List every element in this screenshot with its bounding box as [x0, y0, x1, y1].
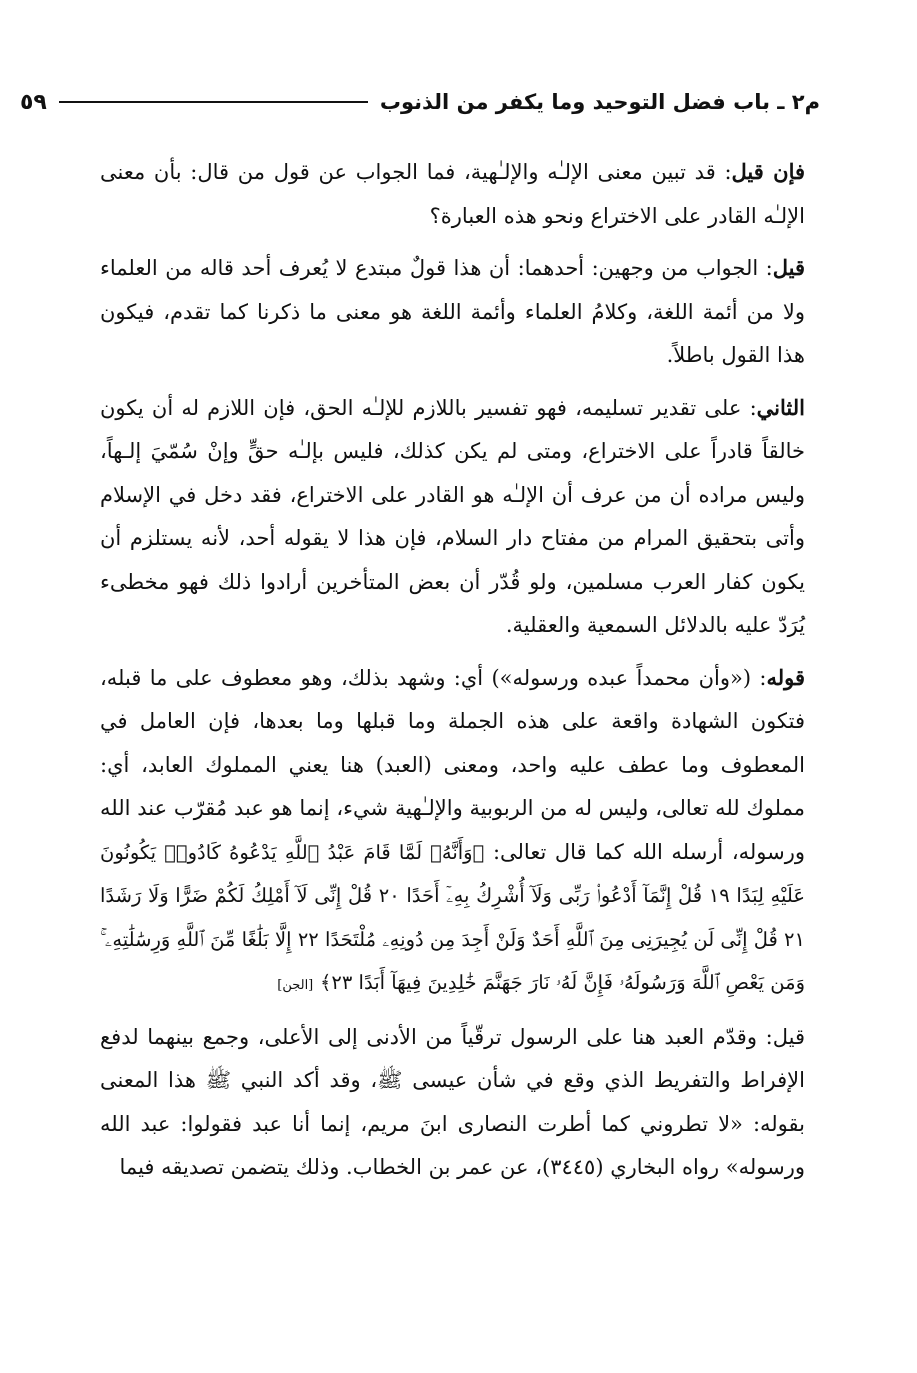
page-number: ٥٩ — [20, 89, 47, 115]
quran-quote: ﴿وَأَنَّهُۥ لَمَّا قَامَ عَبْدُ ٱللَّهِ يَدْعُوهُ كَادُوا۟ يَكُونُونَ عَلَيْهِ لِبَدًا ١٩ قُلْ إِنَّمَآ أَدْعُوا۟ رَبِّى وَلَآ أُشْرِكُ بِهِۦٓ أَحَدًا ٢٠ قُلْ إِنِّى لَآ أَمْلِكُ لَكُمْ ضَرًّا وَلَا رَشَدًا ٢١ قُلْ إِنِّى لَن يُجِيرَنِى مِنَ ٱللَّهِ أَحَدٌ وَلَنْ أَجِدَ مِن دُونِهِۦ مُلْتَحَدًا ٢٢ إِلَّا بَلَٰغًا مِّنَ ٱللَّهِ وَرِسَٰلَٰتِهِۦ ۚ وَمَن يَعْصِ ٱللَّهَ وَرَسُولَهُۥ فَإِنَّ لَهُۥ نَارَ جَهَنَّمَ خَٰلِدِينَ فِيهَآ أَبَدًا ٢٣﴾ — [100, 840, 805, 994]
paragraph-second — [100, 386, 805, 648]
paragraph-text: : قد تبين معنى الإلـٰه والإلـٰهية، فما الجواب عن قول من قال: بأن معنى الإلـٰه القادر على الاختراع ونحو هذه العبارة؟ — [100, 160, 805, 228]
paragraph-answer — [100, 246, 805, 378]
paragraph-text: : الجواب من وجهين: أحدهما: أن هذا قولٌ مبتدع لا يُعرف أحد قاله من العلماء ولا من أئمة اللغة، وكلامُ العلماء وأئمة اللغة هو معنى ما ذكرنا كما تقدم، فيكون هذا القول باطلاً. — [100, 256, 805, 367]
paragraph-it-was-said — [100, 1016, 805, 1190]
paragraph-lead: قيل — [772, 255, 805, 280]
paragraph-text: : («وأن محمداً عبده ورسوله») أي: وشهد بذلك، وهو معطوف على ما قبله، فتكون الشهادة واقعة على هذه الجملة وما قبلها وما بعدها، فإن العامل في المعطوف وما عطف عليه واحد، ومعنى (العبد) هنا يعني المملوك العابد، أي: مملوك لله تعالى، وليس له من الربوبية والإلـٰهية شيء، إنما هو عبد مُقرّب عند الله ورسوله، أرسله الله كما قال تعالى: — [100, 665, 805, 864]
surah-reference: [الجن] — [277, 978, 314, 993]
paragraph-text: : على تقدير تسليمه، فهو تفسير باللازم للإلـٰه الحق، فإن اللازم له أن يكون خالقاً قادراً على الاختراع، ومتى لم يكن كذلك، فليس بإلـٰه حقٍّ وإنْ سُمّيَ إلـهاً، وليس مراده أن من عرف أن الإلـٰه هو القادر على الاختراع، فقد دخل في الإسلام وأتى بتحقيق المرام من مفتاح دار السلام، فإن هذا لا يقوله أحد، لأنه يستلزم أن يكون كفار العرب مسلمين، ولو قُدّر أن بعض المتأخرين أرادوا ذلك فهو مخطىء يُرَدّ عليه بالدلائل السمعية والعقلية. — [100, 395, 805, 637]
paragraph-text: قيل: وقدّم العبد هنا على الرسول ترقّياً من الأدنى إلى الأعلى، وجمع بينهما لدفع الإفراط والتفريط الذي وقع في شأن عيسى ﷺ، وقد أكد النبي ﷺ هذا المعنى بقوله: «لا تطروني كما أطرت النصارى ابنَ مريم، إنما أنا عبد فقولوا: عبد الله ورسوله» رواه البخاري (٣٤٤٥)، عن عمر بن الخطاب. وذلك يتضمن تصديقه فيما — [100, 1024, 805, 1179]
chapter-title: م٢ ـ باب فضل التوحيد وما يكفر من الذنوب — [379, 90, 820, 114]
paragraph-his-saying — [100, 656, 805, 1008]
paragraph-lead: قوله — [766, 664, 805, 690]
header-rule — [59, 101, 368, 103]
paragraph-lead: الثاني — [756, 394, 805, 420]
page-header — [20, 80, 820, 124]
body-text — [100, 150, 805, 1190]
paragraph-if-asked — [100, 150, 805, 238]
paragraph-lead: فإن قيل — [731, 159, 806, 184]
